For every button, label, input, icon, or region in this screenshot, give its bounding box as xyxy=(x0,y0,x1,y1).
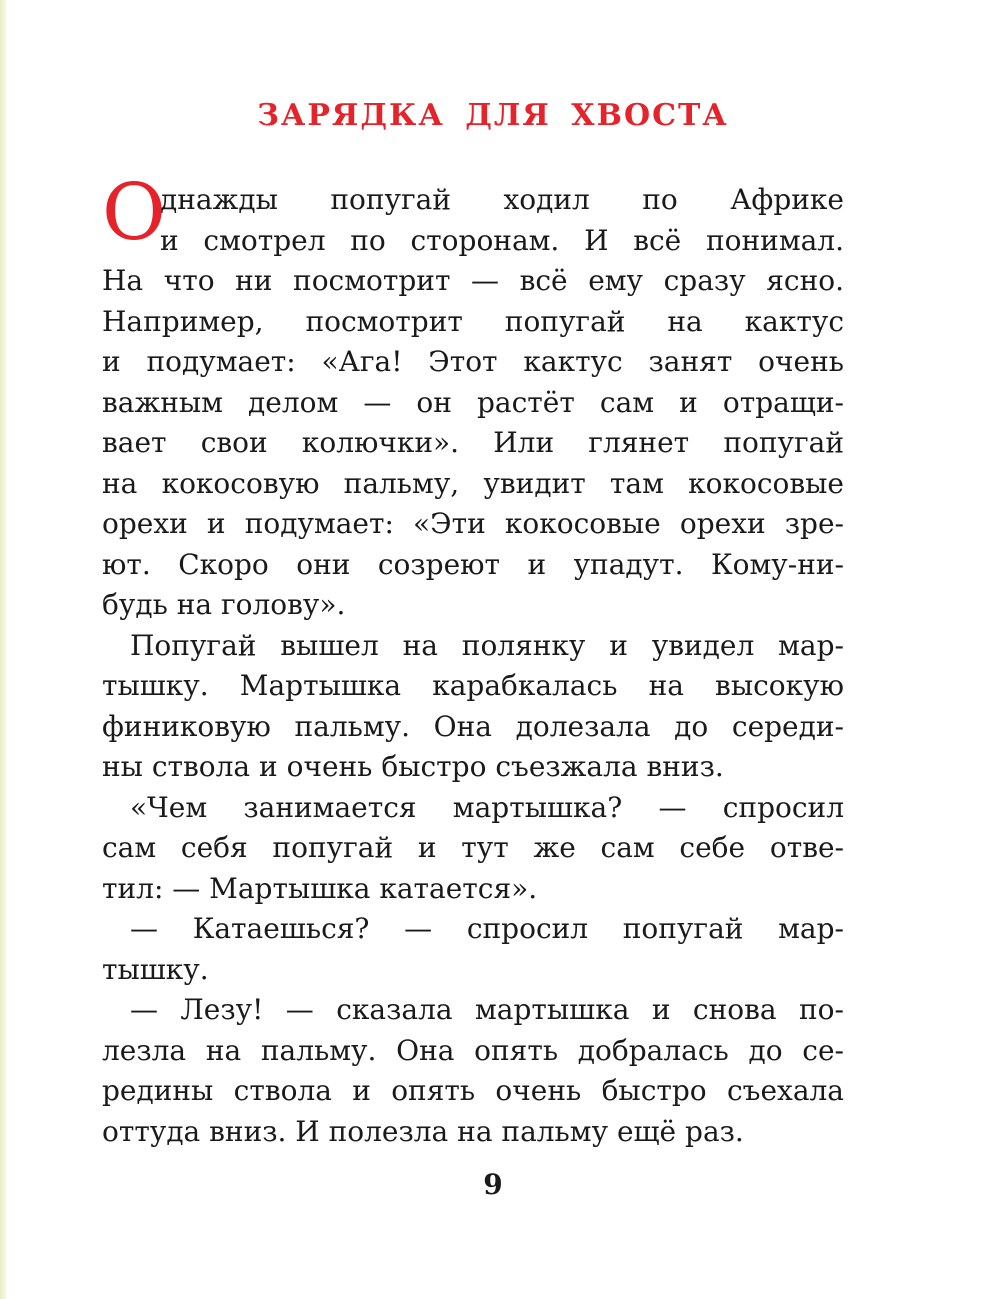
text-line: орехи и подумает: «Эти кокосовые орехи зре- xyxy=(102,507,844,540)
body-text xyxy=(102,168,844,1152)
text-line: лезла на пальму. Она опять добралась до се- xyxy=(102,1033,844,1067)
text-line: тышку. xyxy=(102,952,209,986)
text-line: днажды попугай ходил по Африке xyxy=(160,183,844,216)
text-line: Попугай вышел на полянку и увидел мар- xyxy=(130,628,844,662)
text-line: оттуда вниз. И полезла на пальму ещё раз. xyxy=(102,1114,744,1148)
text-line: «Чем занимается мартышка? — спросил xyxy=(130,790,844,824)
text-line: — Катаешься? — спросил попугай мар- xyxy=(130,912,844,945)
text-line: будь на голову». xyxy=(102,588,346,621)
text-line: на кокосовую пальму, увидит там кокосовые xyxy=(102,466,844,500)
page-edge xyxy=(0,0,6,1299)
text-line: и смотрел по сторонам. И всё понимал. xyxy=(160,223,844,257)
text-line: редины ствола и опять очень быстро съехала xyxy=(102,1074,844,1107)
text-line: финиковую пальму. Она долезала до середи- xyxy=(102,709,844,743)
text-line: — Лезу! — сказала мартышка и снова по- xyxy=(130,993,844,1026)
drop-cap: О xyxy=(102,168,166,258)
text-line: и подумает: «Ага! Этот кактус занят очень xyxy=(102,345,844,378)
text-line: тышку. Мартышка карабкалась на высокую xyxy=(102,669,844,702)
text-line: ют. Скоро они созреют и упадут. Кому-ни- xyxy=(102,547,844,581)
page-number: 9 xyxy=(483,1168,503,1201)
text-line: сам себя попугай и тут же сам себе отве- xyxy=(102,831,844,864)
text-line: тил: — Мартышка катается». xyxy=(102,871,538,905)
text-line: вает свои колючки». Или глянет попугай xyxy=(102,426,844,459)
text-line: важным делом — он растёт сам и отращи- xyxy=(102,385,844,419)
text-line: На что ни посмотрит — всё ему сразу ясно. xyxy=(102,264,844,297)
text-line: Например, посмотрит попугай на кактус xyxy=(102,304,844,338)
text-line: ны ствола и очень быстро съезжала вниз. xyxy=(102,750,724,783)
chapter-title: ЗАРЯДКА ДЛЯ ХВОСТА xyxy=(257,98,729,133)
